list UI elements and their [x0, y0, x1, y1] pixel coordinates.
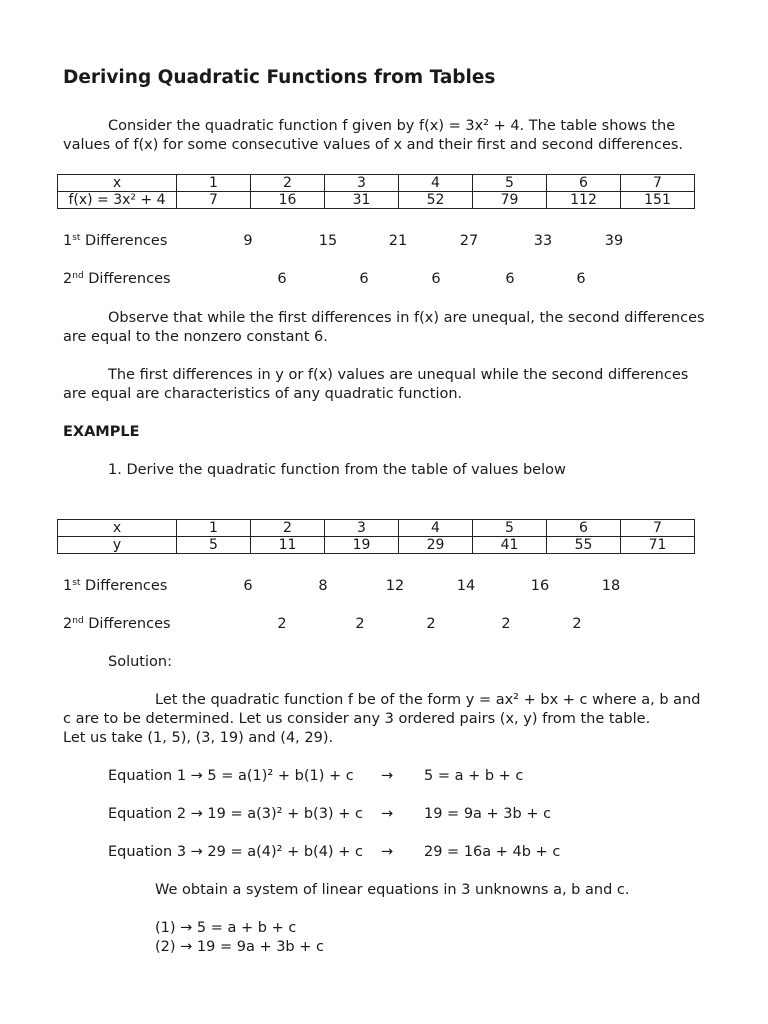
table-cell: 6	[547, 520, 621, 537]
table-cell: 41	[473, 537, 547, 554]
difference-value: 8	[318, 578, 328, 594]
table-cell: 112	[547, 192, 621, 209]
equation-1-arrow-icon: →	[381, 768, 394, 784]
difference-value: 27	[459, 233, 479, 249]
second-differences-label: 2nd Differences	[63, 271, 171, 287]
equation-2-left: Equation 2 → 19 = a(3)² + b(3) + c	[108, 806, 363, 822]
table-cell: y	[58, 537, 177, 554]
table-cell: 5	[473, 520, 547, 537]
table-cell: f(x) = 3x² + 4	[58, 192, 177, 209]
equation-3-arrow-icon: →	[381, 844, 394, 860]
difference-value: 33	[533, 233, 553, 249]
table-cell: 2	[251, 520, 325, 537]
equation-1-left: Equation 1 → 5 = a(1)² + b(1) + c	[108, 768, 354, 784]
table-cell: 29	[399, 537, 473, 554]
solution-line-3: Let us take (1, 5), (3, 19) and (4, 29).	[63, 730, 334, 746]
difference-value: 12	[385, 578, 405, 594]
table-cell: 7	[621, 520, 695, 537]
table-cell: 7	[621, 175, 695, 192]
difference-value: 2	[572, 616, 582, 632]
system-equation-2: (2) → 19 = 9a + 3b + c	[155, 939, 324, 955]
table-cell: 5	[473, 175, 547, 192]
difference-value: 6	[277, 271, 287, 287]
solution-line-2: c are to be determined. Let us consider any 3 ordered pairs (x, y) from the table.	[63, 711, 651, 727]
system-intro: We obtain a system of linear equations in 3 unknowns a, b and c.	[155, 882, 630, 898]
solution-label: Solution:	[108, 654, 172, 670]
example-item: 1. Derive the quadratic function from the table of values below	[108, 462, 566, 478]
values-table-1	[57, 174, 695, 209]
first-differences-row-2	[63, 577, 703, 596]
table-cell: 3	[325, 520, 399, 537]
values-table-2	[57, 519, 695, 554]
characteristics-line-2: are equal are characteristics of any quadratic function.	[63, 386, 463, 402]
difference-value: 2	[355, 616, 365, 632]
characteristics-line-1: The first differences in y or f(x) values are unequal while the second differences	[108, 367, 689, 383]
table-cell: 71	[621, 537, 695, 554]
equation-2-arrow-icon: →	[381, 806, 394, 822]
difference-value: 2	[501, 616, 511, 632]
equation-3-left: Equation 3 → 29 = a(4)² + b(4) + c	[108, 844, 363, 860]
table-cell: 4	[399, 175, 473, 192]
table-cell: 1	[177, 175, 251, 192]
table-row	[58, 520, 695, 537]
system-equation-1: (1) → 5 = a + b + c	[155, 920, 297, 936]
first-differences-row-1	[63, 232, 703, 251]
first-differences-label: 1st Differences	[63, 578, 168, 594]
table-cell: 79	[473, 192, 547, 209]
observe-line-2: are equal to the nonzero constant 6.	[63, 329, 328, 345]
table-cell: x	[58, 520, 177, 537]
difference-value: 18	[601, 578, 621, 594]
solution-line-1: Let the quadratic function f be of the form y = ax² + bx + c where a, b and	[155, 692, 701, 708]
table-cell: x	[58, 175, 177, 192]
difference-value: 21	[388, 233, 408, 249]
table-cell: 3	[325, 175, 399, 192]
difference-value: 2	[277, 616, 287, 632]
difference-value: 6	[576, 271, 586, 287]
table-row	[58, 192, 695, 209]
equation-1-right: 5 = a + b + c	[424, 768, 524, 784]
table-cell: 31	[325, 192, 399, 209]
difference-value: 16	[530, 578, 550, 594]
equation-2-right: 19 = 9a + 3b + c	[424, 806, 552, 822]
table-cell: 7	[177, 192, 251, 209]
table-cell: 11	[251, 537, 325, 554]
observe-line-1: Observe that while the first differences in f(x) are unequal, the second differences	[108, 310, 705, 326]
difference-value: 9	[243, 233, 253, 249]
difference-value: 6	[243, 578, 253, 594]
table-row	[58, 537, 695, 554]
page-title: Deriving Quadratic Functions from Tables	[63, 67, 496, 88]
example-heading: EXAMPLE	[63, 424, 140, 440]
second-differences-label: 2nd Differences	[63, 616, 171, 632]
table-row	[58, 175, 695, 192]
difference-value: 6	[505, 271, 515, 287]
second-differences-row-1	[63, 270, 703, 289]
difference-value: 14	[456, 578, 476, 594]
first-differences-label: 1st Differences	[63, 233, 168, 249]
second-differences-row-2	[63, 615, 703, 634]
difference-value: 6	[359, 271, 369, 287]
intro-line-1: Consider the quadratic function f given by f(x) = 3x² + 4. The table shows the	[108, 118, 676, 134]
table-cell: 5	[177, 537, 251, 554]
difference-value: 2	[426, 616, 436, 632]
equation-3-right: 29 = 16a + 4b + c	[424, 844, 561, 860]
table-cell: 1	[177, 520, 251, 537]
table-cell: 4	[399, 520, 473, 537]
intro-line-2: values of f(x) for some consecutive values of x and their first and second differences.	[63, 137, 684, 153]
table-cell: 151	[621, 192, 695, 209]
table-cell: 19	[325, 537, 399, 554]
difference-value: 6	[431, 271, 441, 287]
table-cell: 55	[547, 537, 621, 554]
difference-value: 15	[318, 233, 338, 249]
table-cell: 16	[251, 192, 325, 209]
table-cell: 52	[399, 192, 473, 209]
table-cell: 2	[251, 175, 325, 192]
table-cell: 6	[547, 175, 621, 192]
difference-value: 39	[604, 233, 624, 249]
